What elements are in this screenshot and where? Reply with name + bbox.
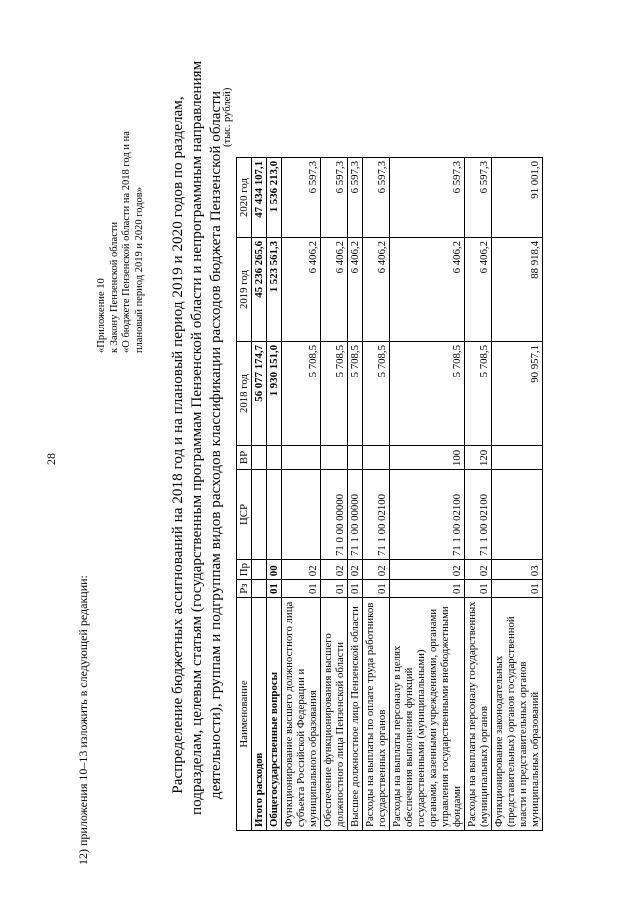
- cell-name: Расходы на выплаты по оплате труда работников государственных органов: [363, 598, 390, 831]
- cell-name: Расходы на выплаты персоналу государственных (муниципальных) органов: [465, 598, 492, 831]
- cell-vr: [252, 446, 267, 470]
- header-pr: Пр: [237, 560, 252, 580]
- header-rz: Рз: [237, 580, 252, 598]
- cell-pr: 03: [492, 560, 543, 580]
- cell-name: Функционирование высшего должностного лица субъекта Российской Федерации и муниципального образования: [282, 598, 321, 831]
- cell-rz: 01: [321, 580, 348, 598]
- cell-vr: [321, 446, 348, 470]
- appendix-line: «Приложение 10: [96, 278, 107, 353]
- cell-pr: 02: [465, 560, 492, 580]
- appendix-line: к Закону Пензенской области: [108, 221, 120, 353]
- cell-2018: 5 708,5: [363, 342, 390, 446]
- heading-line: Распределение бюджетных ассигнований на 2018 год и на плановый период 2019 и 2020 годов по разделам,: [169, 96, 186, 794]
- cell-2018: 5 708,5: [321, 342, 348, 446]
- cell-2020: 6 597,3: [282, 158, 321, 238]
- cell-2018: 5 708,5: [282, 342, 321, 446]
- cell-name: Расходы на выплаты персоналу в целях обеспечения выполнения функций государственными (муниципальными) органами, казенными учреждениями, органами управления государственными внебюджетными фондами: [390, 598, 465, 831]
- cell-pr: 02: [282, 560, 321, 580]
- cell-csr: 71 1 00 02100: [465, 470, 492, 560]
- heading-line: деятельности), группам и подгруппам видов расходов классификации расходов бюджета Пензенской области: [207, 90, 224, 800]
- header-2019: 2019 год: [237, 238, 252, 342]
- cell-2020: 1 536 213,0: [267, 158, 282, 238]
- table-row: [348, 158, 363, 831]
- table-row: [390, 158, 465, 831]
- table-row: [492, 158, 543, 831]
- cell-2019: 6 406,2: [363, 238, 390, 342]
- cell-2020: 91 001,0: [492, 158, 543, 238]
- cell-vr: [492, 446, 543, 470]
- cell-name: Итого расходов: [252, 598, 267, 831]
- cell-2020: 47 434 107,1: [252, 158, 267, 238]
- cell-vr: [282, 446, 321, 470]
- appendix-line: «О бюджете Пензенской области на 2018 год и на: [121, 131, 132, 353]
- table-row: [465, 158, 492, 831]
- cell-pr: 02: [321, 560, 348, 580]
- cell-vr: [348, 446, 363, 470]
- table-row: [282, 158, 321, 831]
- cell-rz: 01: [363, 580, 390, 598]
- cell-name: Функционирование законодательных (представительных) органов государственной власти и представительных органов муниципальных образований: [492, 598, 543, 831]
- cell-rz: 01: [348, 580, 363, 598]
- cell-csr: [492, 470, 543, 560]
- cell-2018: 56 077 174,7: [252, 342, 267, 446]
- table-row-section: [267, 158, 282, 831]
- cell-2019: 6 406,2: [465, 238, 492, 342]
- cell-2019: 1 523 561,3: [267, 238, 282, 342]
- budget-table: [236, 157, 543, 831]
- cell-vr: 100: [390, 446, 465, 470]
- cell-rz: 01: [267, 580, 282, 598]
- cell-2020: 6 597,3: [465, 158, 492, 238]
- header-2018: 2018 год: [237, 342, 252, 446]
- page-number: 28: [44, 453, 58, 465]
- cell-pr: 00: [267, 560, 282, 580]
- cell-rz: 01: [492, 580, 543, 598]
- cell-2018: 1 930 151,0: [267, 342, 282, 446]
- cell-pr: 02: [348, 560, 363, 580]
- cell-rz: 01: [465, 580, 492, 598]
- cell-pr: 02: [390, 560, 465, 580]
- cell-2019: 6 406,2: [348, 238, 363, 342]
- cell-vr: 120: [465, 446, 492, 470]
- cell-csr: [252, 470, 267, 560]
- cell-2020: 6 597,3: [390, 158, 465, 238]
- cell-2020: 6 597,3: [363, 158, 390, 238]
- cell-2019: 6 406,2: [282, 238, 321, 342]
- table-row: [363, 158, 390, 831]
- heading-line: подразделам, целевым статьям (государственным программам Пензенской области и непрограммным направлениям: [188, 60, 205, 815]
- cell-pr: [252, 560, 267, 580]
- header-vr: ВР: [237, 446, 252, 470]
- header-csr: ЦСР: [237, 470, 252, 560]
- cell-name: Высшее должностное лицо Пензенской области: [348, 598, 363, 831]
- cell-pr: 02: [363, 560, 390, 580]
- cell-2018: 5 708,5: [390, 342, 465, 446]
- cell-csr: 71 0 00 00000: [321, 470, 348, 560]
- appendix-note: [96, 131, 146, 353]
- cell-2018: 5 708,5: [465, 342, 492, 446]
- table-row-total: [252, 158, 267, 831]
- intro-text: 12) приложения 10–13 изложить в следующей редакции:: [76, 575, 90, 865]
- cell-csr: 71 1 00 00000: [348, 470, 363, 560]
- cell-csr: 71 1 00 02100: [390, 470, 465, 560]
- cell-csr: [282, 470, 321, 560]
- cell-2019: 45 236 265,6: [252, 238, 267, 342]
- cell-2019: 88 918,4: [492, 238, 543, 342]
- cell-name: Общегосударственные вопросы: [267, 598, 282, 831]
- units-label: (тыс. рублей): [222, 87, 233, 147]
- cell-vr: [363, 446, 390, 470]
- cell-vr: [267, 446, 282, 470]
- header-2020: 2020 год: [237, 158, 252, 238]
- cell-2020: 6 597,3: [348, 158, 363, 238]
- appendix-line: плановый период 2019 и 2020 годов»: [133, 187, 145, 353]
- table-row: [321, 158, 348, 831]
- cell-2019: 6 406,2: [390, 238, 465, 342]
- cell-2019: 6 406,2: [321, 238, 348, 342]
- header-name: Наименование: [237, 598, 252, 831]
- cell-csr: [267, 470, 282, 560]
- table-header-row: [237, 158, 252, 831]
- cell-rz: 01: [390, 580, 465, 598]
- cell-rz: [252, 580, 267, 598]
- cell-2018: 5 708,5: [348, 342, 363, 446]
- cell-name: Обеспечение функционирования высшего должностного лица Пензенской области: [321, 598, 348, 831]
- cell-csr: 71 1 00 02100: [363, 470, 390, 560]
- document-heading: [168, 60, 225, 815]
- cell-2020: 6 597,3: [321, 158, 348, 238]
- cell-2018: 90 957,1: [492, 342, 543, 446]
- cell-rz: 01: [282, 580, 321, 598]
